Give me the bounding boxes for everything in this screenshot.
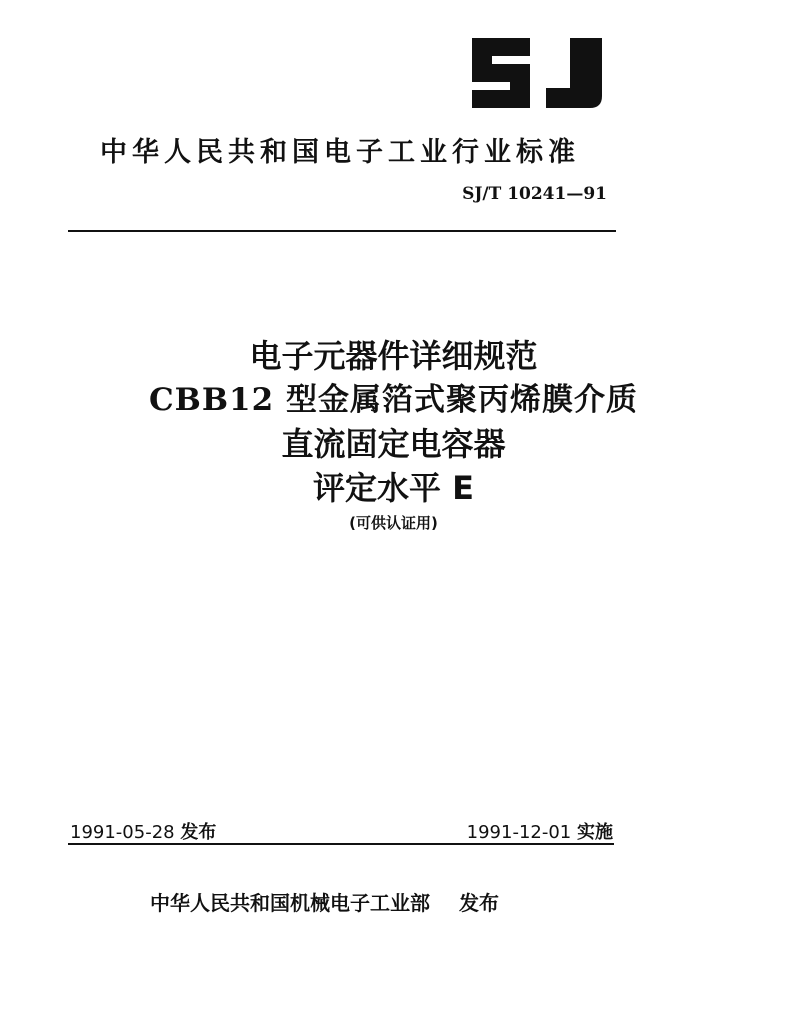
publisher	[150, 887, 499, 916]
issue-date-label: 发布	[180, 822, 217, 843]
footer-divider	[68, 843, 614, 845]
title-note: (可供认证用)	[349, 514, 438, 532]
sj-logo	[462, 34, 612, 112]
standard-category: 中华人民共和国电子工业行业标准	[100, 137, 580, 168]
effective-date-label: 实施	[577, 822, 613, 843]
header-divider	[68, 230, 616, 232]
issue-date-value: 1991-05-28	[70, 822, 175, 843]
issue-date	[70, 818, 216, 844]
publisher-name: 中华人民共和国机械电子工业部	[150, 891, 430, 915]
document-title	[0, 334, 787, 533]
standard-number: SJ/T 10241—91	[462, 184, 607, 204]
title-line-1: 电子元器件详细规范	[249, 337, 538, 375]
publisher-action: 发布	[458, 891, 499, 915]
effective-date-value: 1991-12-01	[466, 822, 572, 843]
effective-date	[467, 818, 613, 844]
title-line-4: 评定水平 E	[312, 469, 474, 507]
title-line-2: CBB12 型金属箔式聚丙烯膜介质	[148, 382, 638, 418]
title-line-3: 直流固定电容器	[281, 425, 506, 463]
